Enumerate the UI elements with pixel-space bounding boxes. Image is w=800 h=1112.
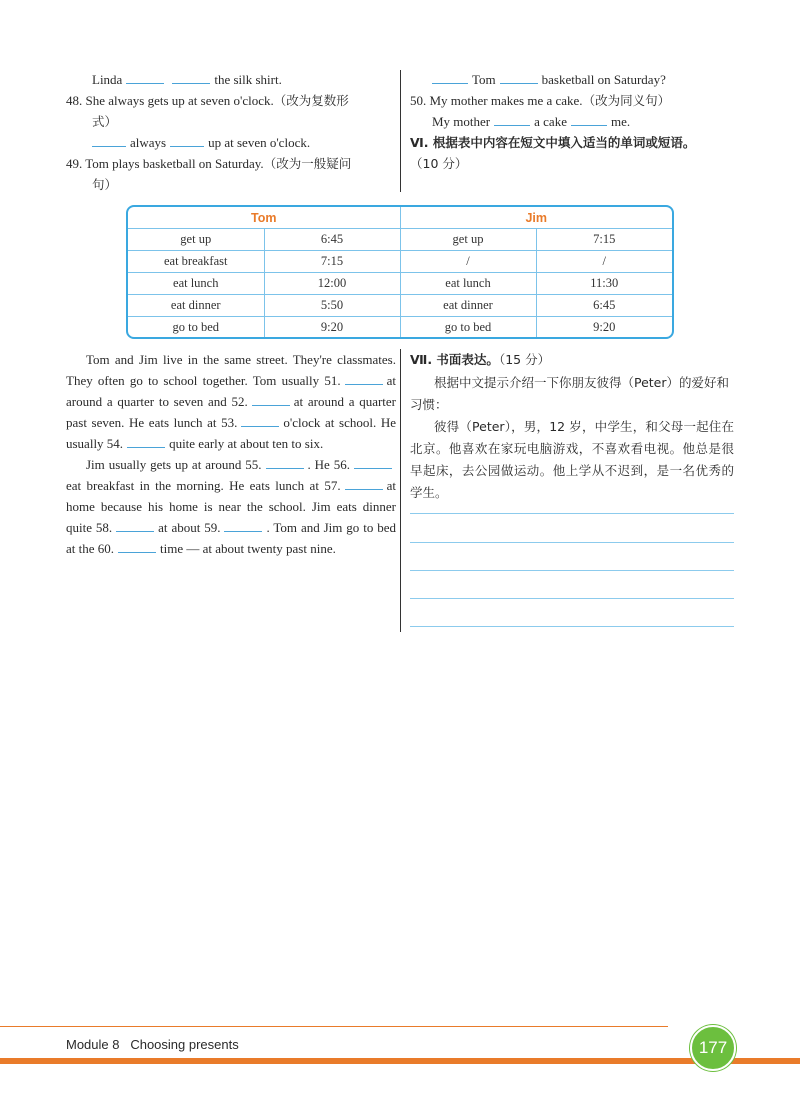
table-header-jim: Jim xyxy=(400,207,672,229)
question-50-answer: My mother a cake me. xyxy=(432,114,631,129)
footer-module: Module 8 Choosing presents xyxy=(66,1037,239,1052)
answer-blank[interactable] xyxy=(500,71,538,84)
question-48-answer: always up at seven o'clock. xyxy=(92,133,310,153)
table-header-tom: Tom xyxy=(128,207,400,229)
table-cell: eat lunch xyxy=(128,273,264,295)
answer-blank-57[interactable] xyxy=(345,477,383,490)
column-divider xyxy=(400,349,401,632)
table-cell: eat breakfast xyxy=(128,251,264,273)
question-48: 48. She always gets up at seven o'clock.（改为复数形 xyxy=(66,93,349,108)
answer-blank-52[interactable] xyxy=(252,393,290,406)
answer-blank-58[interactable] xyxy=(116,519,154,532)
table-cell: / xyxy=(536,251,672,273)
question-49-instr: 句） xyxy=(92,177,118,192)
question-49-answer: Tom basketball on Saturday? xyxy=(432,70,666,90)
table-cell: 7:15 xyxy=(536,229,672,251)
writing-line[interactable] xyxy=(410,542,734,543)
section-7-prompt: 根据中文提示介绍一下你朋友彼得（Peter）的爱好和习惯： xyxy=(410,375,730,412)
table-cell: eat dinner xyxy=(400,295,536,317)
table-cell: get up xyxy=(128,229,264,251)
answer-blank-54[interactable] xyxy=(127,435,165,448)
table-row xyxy=(128,317,672,339)
answer-blank-53[interactable] xyxy=(241,414,279,427)
table-cell: / xyxy=(400,251,536,273)
schedule-table xyxy=(126,205,674,339)
section-7-content: 彼得（Peter），男，12 岁，中学生，和父母一起住在北京。他喜欢在家玩电脑游戏，不喜欢看电视。他总是很早起床，去公园做运动。他上学从不迟到，是一名优秀的学生。 xyxy=(410,419,734,500)
section-6-title: Ⅵ. 根据表中内容在短文中填入适当的单词或短语。 xyxy=(410,135,696,150)
table-cell: 9:20 xyxy=(536,317,672,339)
table-row xyxy=(128,229,672,251)
table-cell: 12:00 xyxy=(264,273,400,295)
passage-paragraph-2: Jim usually gets up at around 55. . He 56.eat breakfast in the morning. He eats lunch at 57. at home because his home is near the school. Jim eats dinner quite 58. at about 59. . Tom and Jim go to bed at the 60. time — at about twenty past nine. xyxy=(66,457,396,556)
table-cell: 6:45 xyxy=(536,295,672,317)
answer-blank-60[interactable] xyxy=(118,540,156,553)
table-cell: 7:15 xyxy=(264,251,400,273)
section-6-score: （10 分） xyxy=(410,156,468,171)
writing-line[interactable] xyxy=(410,570,734,571)
q47-continuation: Linda the silk shirt. xyxy=(92,72,282,87)
footer-rule xyxy=(0,1026,668,1027)
table-row xyxy=(128,295,672,317)
writing-line[interactable] xyxy=(410,626,734,627)
table-cell: get up xyxy=(400,229,536,251)
column-divider xyxy=(400,70,401,192)
answer-blank[interactable] xyxy=(126,71,164,84)
footer-bar xyxy=(0,1058,800,1064)
section-7-title: Ⅶ. 书面表达。（15 分） xyxy=(410,352,551,367)
table-cell: eat dinner xyxy=(128,295,264,317)
answer-blank[interactable] xyxy=(571,113,607,126)
table-row xyxy=(128,273,672,295)
table-cell: 6:45 xyxy=(264,229,400,251)
table-row xyxy=(128,251,672,273)
answer-blank[interactable] xyxy=(170,134,204,147)
answer-blank-56[interactable] xyxy=(354,456,392,469)
answer-blank-51[interactable] xyxy=(345,372,383,385)
writing-line[interactable] xyxy=(410,513,734,514)
question-49: 49. Tom plays basketball on Saturday.（改为一般疑问 xyxy=(66,156,352,171)
question-48-instr: 式） xyxy=(92,114,118,129)
answer-blank-55[interactable] xyxy=(266,456,304,469)
answer-blank[interactable] xyxy=(432,71,468,84)
table-cell: eat lunch xyxy=(400,273,536,295)
writing-line[interactable] xyxy=(410,598,734,599)
answer-blank[interactable] xyxy=(172,71,210,84)
table-cell: go to bed xyxy=(400,317,536,339)
answer-blank[interactable] xyxy=(92,134,126,147)
answer-blank[interactable] xyxy=(494,113,530,126)
answer-blank-59[interactable] xyxy=(224,519,262,532)
table-cell: 9:20 xyxy=(264,317,400,339)
reading-passage xyxy=(66,349,396,559)
table-cell: go to bed xyxy=(128,317,264,339)
page-number: 177 xyxy=(690,1025,736,1071)
table-cell: 5:50 xyxy=(264,295,400,317)
question-50: 50. My mother makes me a cake.（改为同义句） xyxy=(410,93,671,108)
table-cell: 11:30 xyxy=(536,273,672,295)
passage-paragraph-1: Tom and Jim live in the same street. They're classmates. They often go to school together. Tom usually 51. at around a quarter to seven and 52. at around a quarter past seven. He eats lunch at 53. o'clock at school. He usually 54. quite early at about ten to six. xyxy=(66,352,396,451)
